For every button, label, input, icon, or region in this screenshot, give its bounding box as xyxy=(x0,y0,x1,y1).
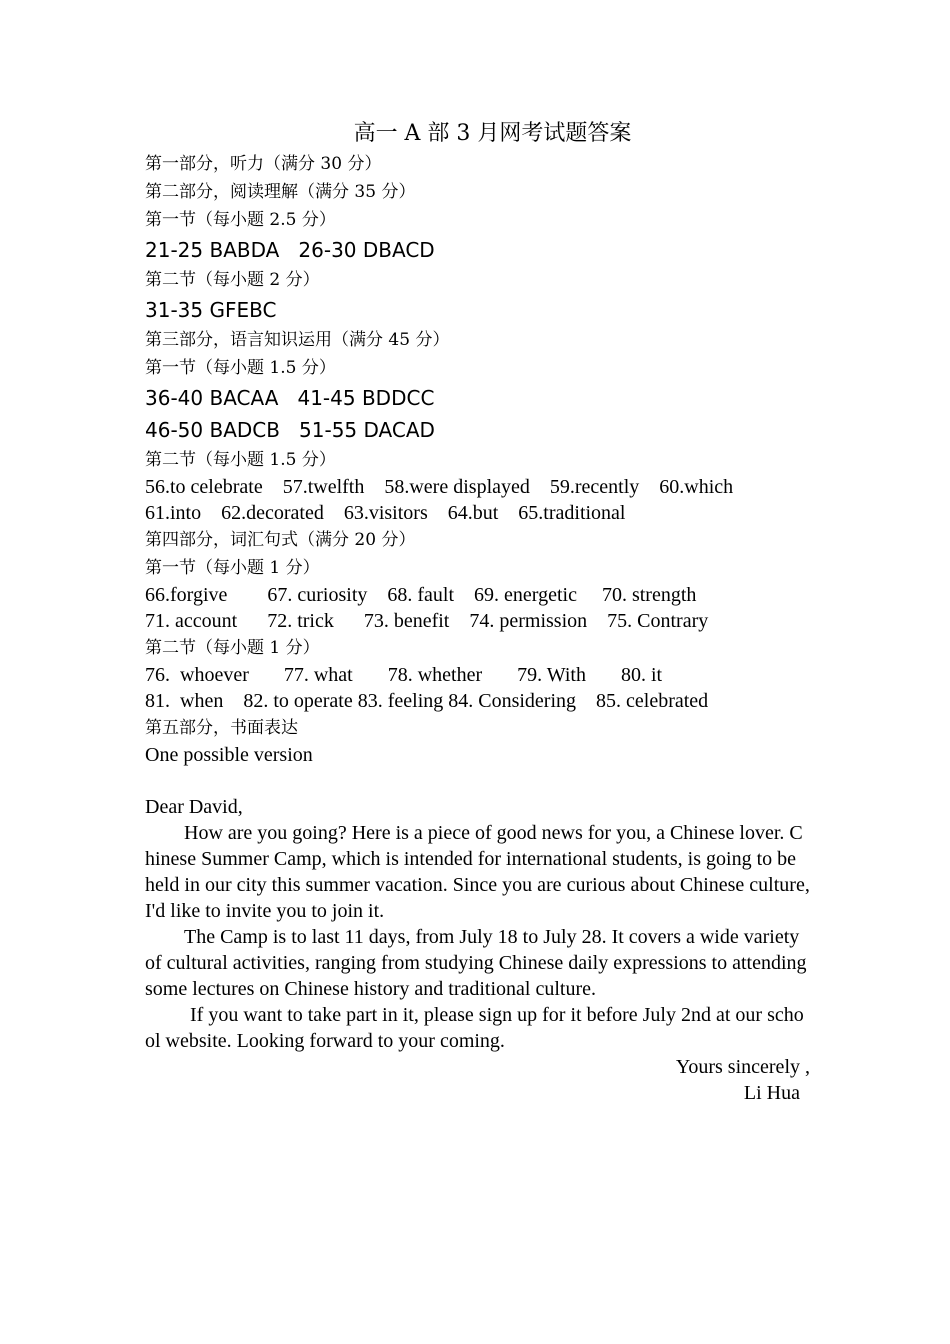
answers-71-75: 71. account 72. trick 73. benefit 74. permission 75. Contrary xyxy=(145,610,709,632)
answers-36-45: 36-40 BACAA 41-45 BDDCC xyxy=(145,386,435,410)
answers-56-60: 56.to celebrate 57.twelfth 58.were displayed 59.recently 60.which xyxy=(145,476,734,498)
section-heading-part5: 第五部分，书面表达 xyxy=(145,718,298,738)
essay-paragraph-3: If you want to take part in it, please sign up for it before July 2nd at our school website. Looking forward to your coming. xyxy=(145,1004,804,1052)
sample-essay xyxy=(145,742,810,1106)
subsection-heading-part2-1: 第一节（每小题 2.5 分） xyxy=(145,210,336,230)
essay-paragraph-2: The Camp is to last 11 days, from July 18 to July 28. It covers a wide variety of cultural activities, ranging from studying Chinese daily expressions to attending some lectures on Chinese history and traditional culture. xyxy=(145,926,807,1000)
section-heading-part4: 第四部分，词汇句式（满分 20 分） xyxy=(145,530,416,550)
essay-closing: Yours sincerely , xyxy=(675,1056,810,1078)
subsection-heading-part3-1: 第一节（每小题 1.5 分） xyxy=(145,358,336,378)
answers-66-70: 66.forgive 67. curiosity 68. fault 69. energetic 70. strength xyxy=(145,584,697,606)
subsection-heading-part4-1: 第一节（每小题 1 分） xyxy=(145,558,320,578)
answer-sheet-page xyxy=(145,118,810,1106)
essay-version-label: One possible version xyxy=(145,744,313,766)
essay-paragraph-1: How are you going? Here is a piece of good news for you, a Chinese lover. Chinese Summer Camp, which is intended for international students, is going to be held in our city this summer vacation. Since you are curious about Chinese culture, I'd like to invite you to join it. xyxy=(145,822,810,922)
answers-81-85: 81. when 82. to operate 83. feeling 84. Considering 85. celebrated xyxy=(145,690,709,712)
essay-signature: Li Hua xyxy=(743,1082,800,1104)
subsection-heading-part4-2: 第二节（每小题 1 分） xyxy=(145,638,320,658)
blank-line xyxy=(145,768,810,794)
essay-greeting: Dear David, xyxy=(145,796,243,818)
answers-21-30: 21-25 BABDA 26-30 DBACD xyxy=(145,238,435,262)
answers-46-55: 46-50 BADCB 51-55 DACAD xyxy=(145,418,435,442)
answers-31-35: 31-35 GFEBC xyxy=(145,298,277,322)
subsection-heading-part3-2: 第二节（每小题 1.5 分） xyxy=(145,450,336,470)
answers-76-80: 76. whoever 77. what 78. whether 79. With 80. it xyxy=(145,664,663,686)
subsection-heading-part2-2: 第二节（每小题 2 分） xyxy=(145,270,320,290)
answers-61-65: 61.into 62.decorated 63.visitors 64.but 65.traditional xyxy=(145,502,626,524)
section-heading-part2: 第二部分，阅读理解（满分 35 分） xyxy=(145,182,416,202)
section-heading-part3: 第三部分，语言知识运用（满分 45 分） xyxy=(145,330,450,350)
page-title: 高一 A 部 3 月网考试题答案 xyxy=(353,121,632,146)
section-heading-part1: 第一部分，听力（满分 30 分） xyxy=(145,154,382,174)
